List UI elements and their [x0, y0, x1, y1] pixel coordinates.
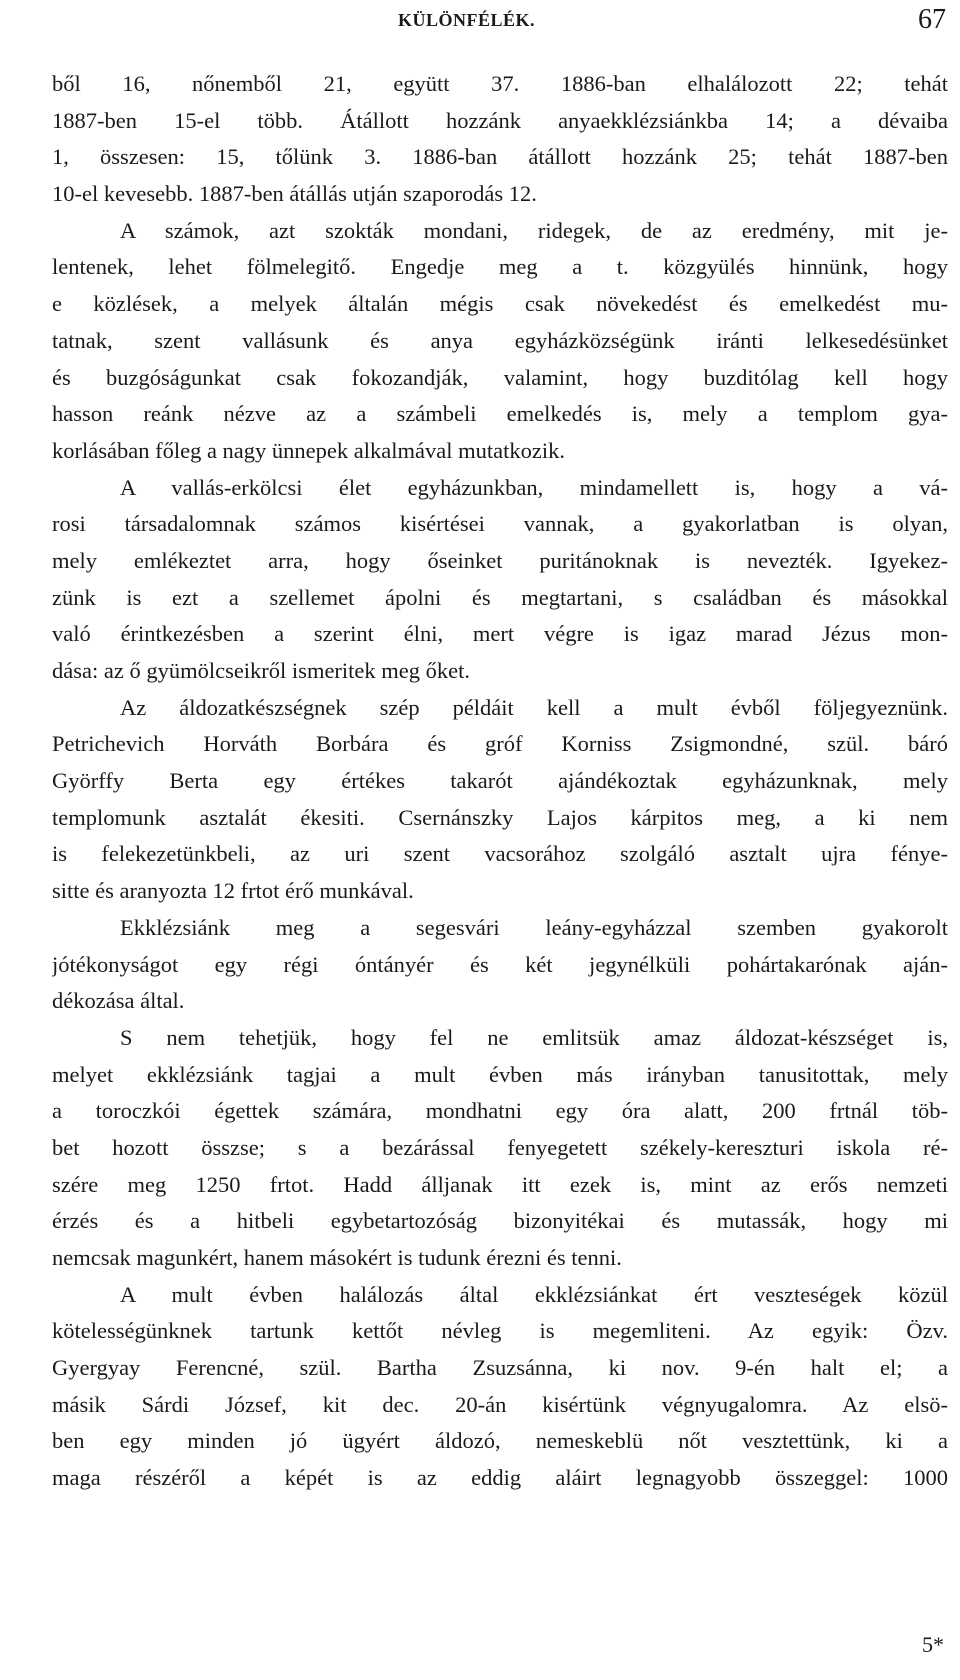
text-line: korlásában főleg a nagy ünnepek alkalmával mutatkozik.: [52, 437, 565, 463]
text-line: bet hozott összse; s a bezárással fenyegetett székely-kereszturi iskola ré-: [52, 1134, 948, 1160]
text-line: érzés és a hitbeli egybetartozóság bizonyitékai és mutassák, hogy mi: [52, 1208, 948, 1234]
text-line: maga részéről a képét is az eddig aláirt legnagyobb összeggel: 1000: [52, 1465, 948, 1491]
text-line: melyet ekklézsiánk tagjai a mult évben más irányban tanusitottak, mely: [52, 1061, 948, 1087]
body-text: [52, 66, 948, 1497]
text-line: 10-el kevesebb. 1887-ben átállás utján szaporodás 12.: [52, 181, 537, 207]
text-line: dása: az ő gyümölcseikről ismeritek meg őket.: [52, 658, 471, 683]
text-line: templomunk asztalát ékesiti. Csernánszky Lajos kárpitos meg, a ki nem: [52, 804, 948, 830]
text-line: mely emlékeztet arra, hogy őseinket puritánoknak is nevezték. Igyekez-: [52, 547, 948, 573]
text-line: Az áldozatkészségnek szép példáit kell a mult évből följegyeznünk.: [120, 694, 948, 720]
text-line: e közlések, a melyek általán mégis csak növekedést és emelkedést mu-: [52, 291, 948, 317]
text-line: nemcsak magunkért, hanem másokért is tudunk érezni és tenni.: [52, 1245, 622, 1270]
text-line: A számok, azt szokták mondani, ridegek, de az eredmény, mit je-: [120, 217, 948, 243]
text-line: Petrichevich Horváth Borbára és gróf Korniss Zsigmondné, szül. báró: [52, 731, 948, 757]
signature-mark: 5*: [922, 1632, 944, 1657]
text-line: a toroczkói égettek számára, mondhatni egy óra alatt, 200 frtnál töb-: [52, 1098, 948, 1124]
text-line: is felekezetünkbeli, az uri szent vacsorához szolgáló asztalt ujra fénye-: [52, 841, 948, 867]
text-line: Ekklézsiánk meg a segesvári leány-egyházzal szemben gyakorolt: [120, 914, 948, 940]
text-line: szére meg 1250 frtot. Hadd álljanak itt ezek is, mint az erős nemzeti: [52, 1171, 948, 1197]
text-line: A mult évben halálozás által ekklézsiánkat ért veszteségek közül: [120, 1281, 948, 1307]
text-line: A vallás-erkölcsi élet egyházunkban, mindamellett is, hogy a vá-: [120, 474, 948, 500]
text-line: lentenek, lehet fölmelegitő. Engedje meg a t. közgyülés hinnünk, hogy: [52, 254, 948, 280]
text-line: 1, összesen: 15, tőlünk 3. 1886-ban átállott hozzánk 25; tehát 1887-ben: [52, 144, 948, 170]
running-head: [52, 4, 948, 44]
text-line: sitte és aranyozta 12 frtot érő munkával.: [52, 878, 414, 904]
text-line: dékozása által.: [52, 988, 185, 1014]
text-line: kötelességünknek tartunk kettőt névleg is megemliteni. Az egyik: Özv.: [52, 1318, 948, 1344]
text-line: Gyergyay Ferencné, szül. Bartha Zsuzsánna, ki nov. 9-én halt el; a: [52, 1355, 948, 1381]
page-number: 67: [918, 4, 946, 35]
text-line: S nem tehetjük, hogy fel ne emlitsük amaz áldozat-készséget is,: [120, 1024, 948, 1050]
running-title: KÜLÖNFÉLÉK.: [398, 10, 536, 30]
text-line: hasson reánk nézve az a számbeli emelkedés is, mely a templom gya-: [52, 401, 948, 427]
text-line: rosi társadalomnak számos kisértései vannak, a gyakorlatban is olyan,: [52, 511, 948, 537]
text-line: jótékonyságot egy régi óntányér és két jegynélküli pohártakarónak aján-: [52, 951, 948, 977]
text-line: ből 16, nőnemből 21, együtt 37. 1886-ban elhalálozott 22; tehát: [52, 71, 948, 96]
text-line: 1887-ben 15-el több. Átállott hozzánk anyaekklézsiánkba 14; a dévaiba: [52, 107, 948, 133]
text-line: ben egy minden jó ügyért áldozó, nemeskeblü nőt vesztettünk, ki a: [52, 1428, 948, 1454]
text-line: Györffy Berta egy értékes takarót ajándékoztak egyházunknak, mely: [52, 768, 948, 794]
text-line: tatnak, szent vallásunk és anya egyházközségünk iránti lelkesedésünket: [52, 327, 948, 353]
text-line: való érintkezésben a szerint élni, mert végre is igaz marad Jézus mon-: [52, 621, 948, 647]
text-line: zünk is ezt a szellemet ápolni és megtartani, s családban és másokkal: [52, 584, 948, 610]
text-line: másik Sárdi József, kit dec. 20-án kisértünk végnyugalomra. Az elsö-: [52, 1391, 948, 1417]
page: [52, 0, 948, 1680]
text-line: és buzgóságunkat csak fokozandják, valamint, hogy buzditólag kell hogy: [52, 364, 948, 390]
